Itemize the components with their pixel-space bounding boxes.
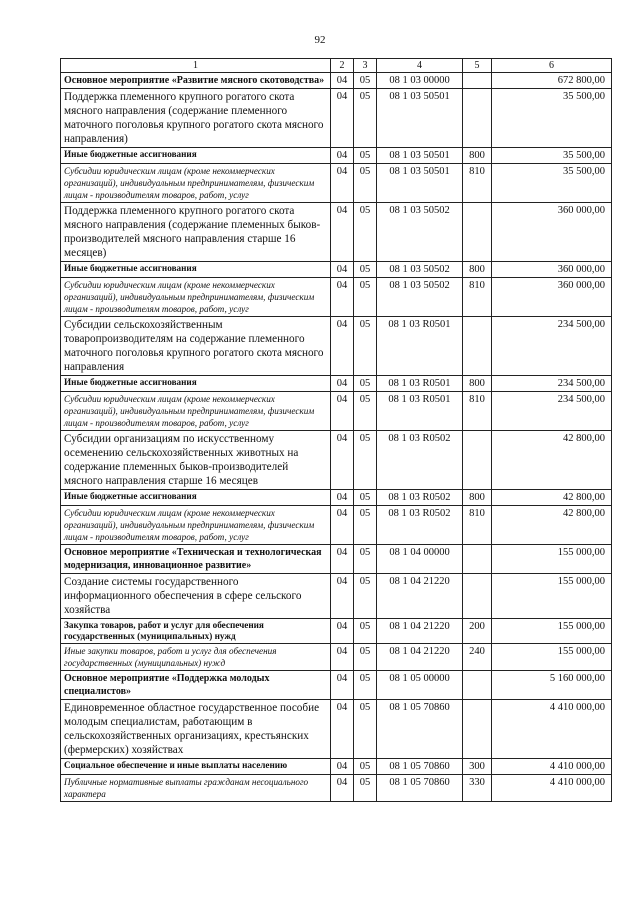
row-description: Основное мероприятие «Поддержка молодых специалистов» (61, 671, 331, 700)
budget-table (60, 58, 612, 802)
row-section-code: 04 (331, 700, 354, 759)
table-row (61, 73, 612, 89)
table-row (61, 700, 612, 759)
row-amount: 672 800,00 (492, 73, 612, 89)
row-expense-type (463, 317, 492, 376)
column-header: 3 (354, 59, 377, 73)
row-target-article: 08 1 03 50502 (377, 203, 463, 262)
table-row (61, 376, 612, 392)
row-subsection-code: 05 (354, 759, 377, 775)
row-section-code: 04 (331, 545, 354, 574)
table-row (61, 89, 612, 148)
row-target-article: 08 1 05 70860 (377, 775, 463, 802)
row-subsection-code: 05 (354, 89, 377, 148)
row-subsection-code: 05 (354, 148, 377, 164)
row-subsection-code: 05 (354, 262, 377, 278)
row-target-article: 08 1 03 50501 (377, 148, 463, 164)
row-target-article: 08 1 03 R0501 (377, 376, 463, 392)
row-subsection-code: 05 (354, 317, 377, 376)
row-target-article: 08 1 05 00000 (377, 671, 463, 700)
row-description: Субсидии сельскохозяйственным товаропроизводителям на содержание племенного маточного поголовья крупного рогатого скота мясного направления (61, 317, 331, 376)
row-description: Субсидии юридическим лицам (кроме некоммерческих организаций), индивидуальным предпринимателям, физическим лицам - производителям товаров, работ, услуг (61, 506, 331, 545)
row-amount: 360 000,00 (492, 262, 612, 278)
row-target-article: 08 1 03 50502 (377, 278, 463, 317)
row-description: Публичные нормативные выплаты гражданам несоциального характера (61, 775, 331, 802)
row-amount: 35 500,00 (492, 148, 612, 164)
row-expense-type: 200 (463, 619, 492, 644)
row-subsection-code: 05 (354, 431, 377, 490)
row-expense-type: 330 (463, 775, 492, 802)
row-subsection-code: 05 (354, 545, 377, 574)
table-row (61, 164, 612, 203)
row-description: Субсидии юридическим лицам (кроме некоммерческих организаций), индивидуальным предпринимателям, физическим лицам - производителям товаров, работ, услуг (61, 278, 331, 317)
row-target-article: 08 1 03 R0502 (377, 506, 463, 545)
row-section-code: 04 (331, 89, 354, 148)
row-target-article: 08 1 03 R0501 (377, 392, 463, 431)
row-section-code: 04 (331, 490, 354, 506)
table-row (61, 490, 612, 506)
row-subsection-code: 05 (354, 392, 377, 431)
table-row (61, 262, 612, 278)
table-row (61, 392, 612, 431)
row-target-article: 08 1 04 21220 (377, 574, 463, 619)
row-expense-type: 240 (463, 644, 492, 671)
row-description: Социальное обеспечение и иные выплаты населению (61, 759, 331, 775)
row-expense-type (463, 73, 492, 89)
row-expense-type: 810 (463, 164, 492, 203)
row-section-code: 04 (331, 759, 354, 775)
row-description: Закупка товаров, работ и услуг для обеспечения государственных (муниципальных) нужд (61, 619, 331, 644)
row-description: Поддержка племенного крупного рогатого скота мясного направления (содержание племенного маточного поголовья крупного рогатого скота мясного направления) (61, 89, 331, 148)
row-subsection-code: 05 (354, 775, 377, 802)
row-expense-type: 810 (463, 506, 492, 545)
row-target-article: 08 1 03 R0502 (377, 490, 463, 506)
row-amount: 234 500,00 (492, 317, 612, 376)
row-amount: 155 000,00 (492, 619, 612, 644)
row-amount: 155 000,00 (492, 574, 612, 619)
row-amount: 4 410 000,00 (492, 775, 612, 802)
row-section-code: 04 (331, 73, 354, 89)
table-row (61, 203, 612, 262)
row-description: Иные бюджетные ассигнования (61, 490, 331, 506)
column-header: 4 (377, 59, 463, 73)
page-number: 92 (314, 34, 326, 46)
row-target-article: 08 1 03 50502 (377, 262, 463, 278)
table-row (61, 644, 612, 671)
row-amount: 155 000,00 (492, 545, 612, 574)
row-expense-type: 800 (463, 262, 492, 278)
row-section-code: 04 (331, 574, 354, 619)
row-section-code: 04 (331, 392, 354, 431)
row-subsection-code: 05 (354, 203, 377, 262)
row-expense-type: 810 (463, 392, 492, 431)
row-amount: 35 500,00 (492, 89, 612, 148)
row-expense-type (463, 671, 492, 700)
row-subsection-code: 05 (354, 376, 377, 392)
row-description: Иные бюджетные ассигнования (61, 262, 331, 278)
row-description: Иные закупки товаров, работ и услуг для обеспечения государственных (муниципальных) нужд (61, 644, 331, 671)
row-expense-type: 800 (463, 490, 492, 506)
row-section-code: 04 (331, 775, 354, 802)
row-subsection-code: 05 (354, 700, 377, 759)
row-target-article: 08 1 03 R0502 (377, 431, 463, 490)
row-subsection-code: 05 (354, 506, 377, 545)
row-section-code: 04 (331, 262, 354, 278)
row-expense-type: 800 (463, 376, 492, 392)
row-section-code: 04 (331, 431, 354, 490)
row-description: Основное мероприятие «Техническая и технологическая модернизация, инновационное развитие» (61, 545, 331, 574)
table-row (61, 759, 612, 775)
row-amount: 42 800,00 (492, 490, 612, 506)
row-section-code: 04 (331, 278, 354, 317)
row-amount: 155 000,00 (492, 644, 612, 671)
row-section-code: 04 (331, 203, 354, 262)
table-row (61, 148, 612, 164)
row-subsection-code: 05 (354, 644, 377, 671)
row-description: Субсидии организациям по искусственному осеменению сельскохозяйственных животных на содержание племенных быков-производителей мясного направления старше 16 месяцев (61, 431, 331, 490)
row-section-code: 04 (331, 317, 354, 376)
row-subsection-code: 05 (354, 73, 377, 89)
row-target-article: 08 1 04 21220 (377, 644, 463, 671)
row-target-article: 08 1 03 R0501 (377, 317, 463, 376)
row-target-article: 08 1 03 50501 (377, 89, 463, 148)
row-expense-type (463, 700, 492, 759)
column-header: 5 (463, 59, 492, 73)
row-amount: 360 000,00 (492, 278, 612, 317)
row-subsection-code: 05 (354, 619, 377, 644)
row-amount: 42 800,00 (492, 506, 612, 545)
row-target-article: 08 1 05 70860 (377, 700, 463, 759)
table-row (61, 775, 612, 802)
row-amount: 4 410 000,00 (492, 759, 612, 775)
table-header-row (61, 59, 612, 73)
row-subsection-code: 05 (354, 490, 377, 506)
row-description: Иные бюджетные ассигнования (61, 148, 331, 164)
row-expense-type: 800 (463, 148, 492, 164)
row-description: Субсидии юридическим лицам (кроме некоммерческих организаций), индивидуальным предпринимателям, физическим лицам - производителям товаров, работ, услуг (61, 392, 331, 431)
row-section-code: 04 (331, 671, 354, 700)
row-section-code: 04 (331, 164, 354, 203)
table-row (61, 317, 612, 376)
table-row (61, 506, 612, 545)
row-target-article: 08 1 04 21220 (377, 619, 463, 644)
row-expense-type (463, 431, 492, 490)
row-description: Иные бюджетные ассигнования (61, 376, 331, 392)
row-description: Субсидии юридическим лицам (кроме некоммерческих организаций), индивидуальным предпринимателям, физическим лицам - производителям товаров, работ, услуг (61, 164, 331, 203)
row-amount: 234 500,00 (492, 376, 612, 392)
row-expense-type: 300 (463, 759, 492, 775)
row-expense-type (463, 545, 492, 574)
column-header: 1 (61, 59, 331, 73)
row-expense-type (463, 89, 492, 148)
row-section-code: 04 (331, 148, 354, 164)
row-description: Поддержка племенного крупного рогатого скота мясного направления (содержание племенных быков-производителей мясного направления старше 16 месяцев) (61, 203, 331, 262)
row-description: Основное мероприятие «Развитие мясного скотоводства» (61, 73, 331, 89)
column-header: 6 (492, 59, 612, 73)
row-section-code: 04 (331, 376, 354, 392)
row-amount: 234 500,00 (492, 392, 612, 431)
row-amount: 35 500,00 (492, 164, 612, 203)
row-description: Создание системы государственного информационного обеспечения в сфере сельского хозяйства (61, 574, 331, 619)
table-row (61, 431, 612, 490)
row-section-code: 04 (331, 506, 354, 545)
row-subsection-code: 05 (354, 574, 377, 619)
table-row (61, 671, 612, 700)
row-expense-type (463, 574, 492, 619)
table-row (61, 545, 612, 574)
row-expense-type (463, 203, 492, 262)
row-subsection-code: 05 (354, 164, 377, 203)
table-row (61, 278, 612, 317)
row-target-article: 08 1 05 70860 (377, 759, 463, 775)
row-description: Единовременное областное государственное пособие молодым специалистам, работающим в сельскохозяйственных организациях, крестьянских (фермерских) хозяйствах (61, 700, 331, 759)
row-target-article: 08 1 03 50501 (377, 164, 463, 203)
table-row (61, 574, 612, 619)
row-target-article: 08 1 03 00000 (377, 73, 463, 89)
row-amount: 5 160 000,00 (492, 671, 612, 700)
row-section-code: 04 (331, 644, 354, 671)
row-amount: 360 000,00 (492, 203, 612, 262)
row-subsection-code: 05 (354, 278, 377, 317)
row-amount: 4 410 000,00 (492, 700, 612, 759)
row-expense-type: 810 (463, 278, 492, 317)
table-row (61, 619, 612, 644)
row-amount: 42 800,00 (492, 431, 612, 490)
row-subsection-code: 05 (354, 671, 377, 700)
row-section-code: 04 (331, 619, 354, 644)
row-target-article: 08 1 04 00000 (377, 545, 463, 574)
column-header: 2 (331, 59, 354, 73)
